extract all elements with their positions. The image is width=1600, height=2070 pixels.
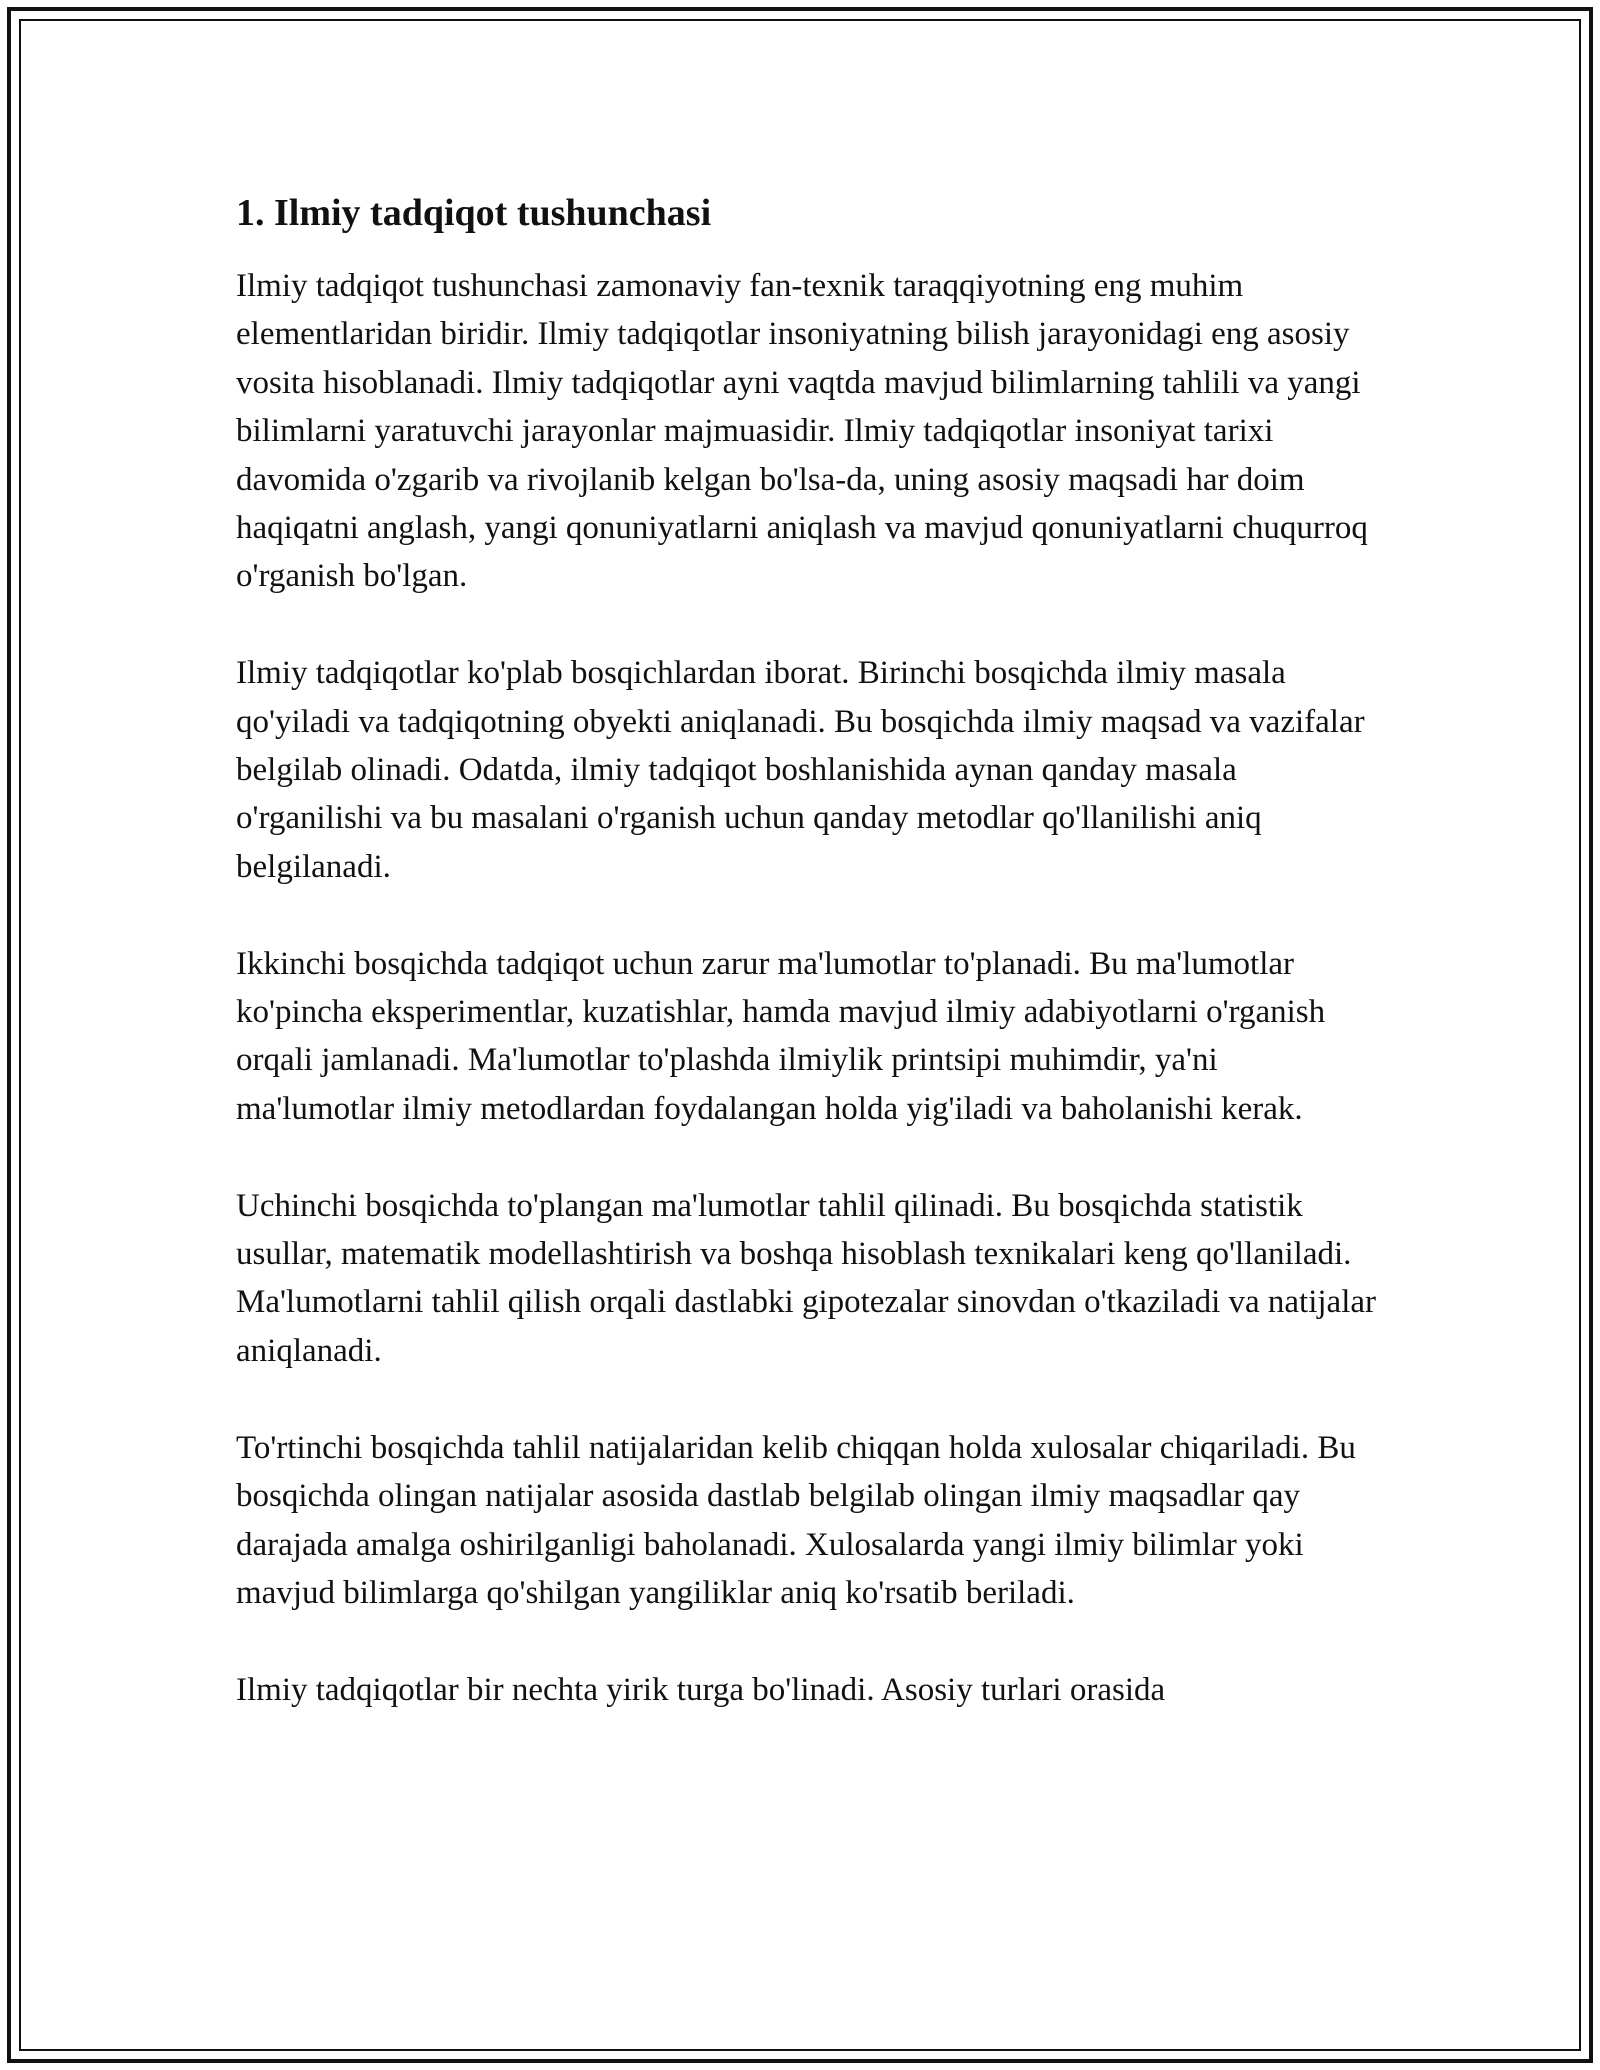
paragraph-4: Uchinchi bosqichda to'plangan ma'lumotlar tahlil qilinadi. Bu bosqichda statistik usullar, matematik modellashtirish va boshqa hisoblash texnikalari keng qo'llaniladi. Ma'lumotlarni tahlil qilish orqali dastlabki gipotezalar sinovdan o'tkaziladi va natijalar aniqlanadi. [236, 1187, 1376, 1369]
paragraph-2: Ilmiy tadqiqotlar ko'plab bosqichlardan iborat. Birinchi bosqichda ilmiy masala qo'yiladi va tadqiqotning obyekti aniqlanadi. Bu bosqichda ilmiy maqsad va vazifalar belgilab olinadi. Odatda, ilmiy tadqiqot boshlanishida aynan qanday masala o'rganilishi va bu masalani o'rganish uchun qanday metodlar qo'llanilishi aniq belgilanadi. [236, 655, 1365, 885]
section-heading: 1. Ilmiy tadqiqot tushunchasi [236, 192, 712, 234]
paragraph-3: Ikkinchi bosqichda tadqiqot uchun zarur ma'lumotlar to'planadi. Bu ma'lumotlar ko'pincha eksperimentlar, kuzatishlar, hamda mavjud ilmiy adabiyotlarni o'rganish orqali jamlanadi. Ma'lumotlar to'plashda ilmiylik printsipi muhimdir, ya'ni ma'lumotlar ilmiy metodlardan foydalangan holda yig'iladi va baholanishi kerak. [236, 945, 1326, 1127]
paragraph-6: Ilmiy tadqiqotlar bir nechta yirik turga bo'linadi. Asosiy turlari orasida [236, 1671, 1166, 1708]
document-body [236, 188, 1376, 1714]
paragraph-5: To'rtinchi bosqichda tahlil natijalaridan kelib chiqqan holda xulosalar chiqariladi. Bu bosqichda olingan natijalar asosida dastlab belgilab olingan ilmiy maqsadlar qay darajada amalga oshirilganligi baholanadi. Xulosalarda yangi ilmiy bilimlar yoki mavjud bilimlarga qo'shilgan yangiliklar aniq ko'rsatib beriladi. [236, 1429, 1356, 1611]
paragraph-1: Ilmiy tadqiqot tushunchasi zamonaviy fan-texnik taraqqiyotning eng muhim elementlaridan biridir. Ilmiy tadqiqotlar insoniyatning bilish jarayonidagi eng asosiy vosita hisoblanadi. Ilmiy tadqiqotlar ayni vaqtda mavjud bilimlarning tahlili va yangi bilimlarni yaratuvchi jarayonlar majmuasidir. Ilmiy tadqiqotlar insoniyat tarixi davomida o'zgarib va rivojlanib kelgan bo'lsa-da, uning asosiy maqsadi har doim haqiqatni anglash, yangi qonuniyatlarni aniqlash va mavjud qonuniyatlarni chuqurroq o'rganish bo'lgan. [236, 268, 1368, 595]
